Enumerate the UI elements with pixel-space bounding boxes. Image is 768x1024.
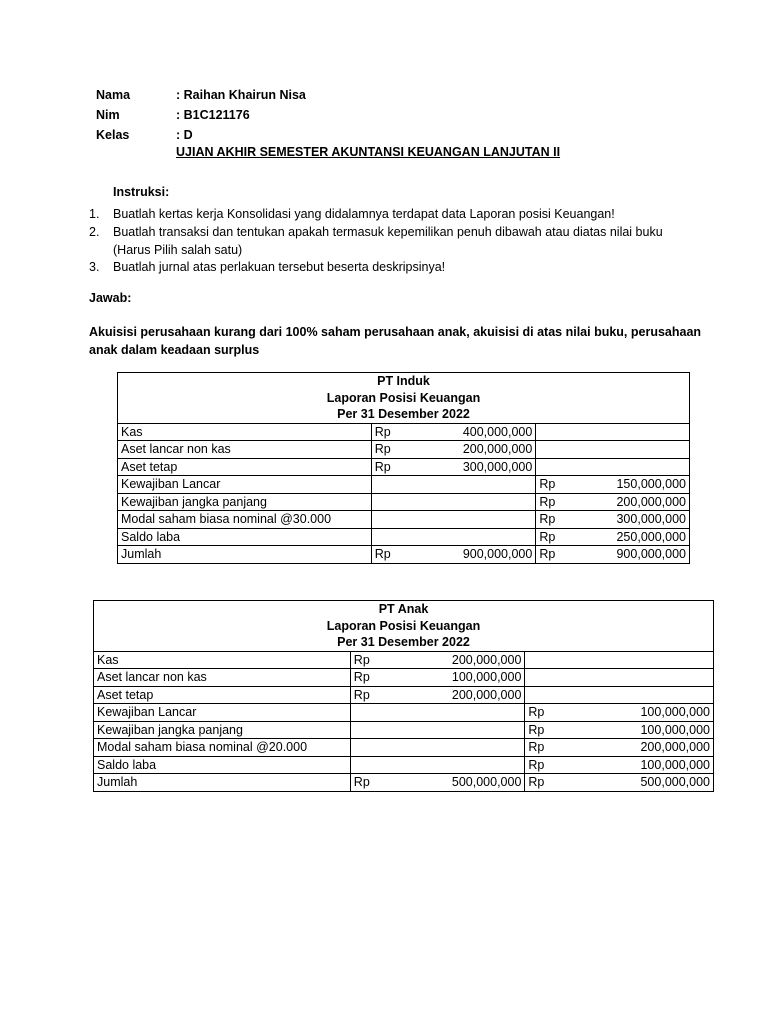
info-kelas xyxy=(96,126,193,144)
debit-amount: 500,000,000 xyxy=(376,774,525,792)
account-label: Kewajiban jangka panjang xyxy=(118,493,372,511)
table-header-row xyxy=(94,634,714,651)
credit-currency: Rp xyxy=(536,476,562,494)
credit-amount: 200,000,000 xyxy=(551,739,714,757)
debit-currency xyxy=(371,493,397,511)
credit-currency xyxy=(525,651,551,669)
debit-currency: Rp xyxy=(371,458,397,476)
table-header-row xyxy=(118,390,690,407)
debit-amount xyxy=(397,528,536,546)
debit-currency xyxy=(350,704,376,722)
table-header-cell: Per 31 Desember 2022 xyxy=(118,406,690,423)
account-label: Kewajiban Lancar xyxy=(118,476,372,494)
instruction-number: 2. xyxy=(89,225,100,239)
credit-currency: Rp xyxy=(525,721,551,739)
instructions-title: Instruksi: xyxy=(113,185,170,199)
table-header-cell: Per 31 Desember 2022 xyxy=(94,634,714,651)
instruction-number: 3. xyxy=(89,260,100,274)
credit-currency xyxy=(536,458,562,476)
table-row xyxy=(118,476,690,494)
instruction-text: Buatlah transaksi dan tentukan apakah termasuk kepemilikan penuh dibawah atau diatas nilai buku (Harus Pilih salah satu) xyxy=(113,225,663,257)
table-row xyxy=(118,441,690,459)
credit-currency: Rp xyxy=(525,704,551,722)
nim-value: : B1C121176 xyxy=(176,108,250,122)
table-row xyxy=(94,686,714,704)
kelas-label: Kelas xyxy=(96,128,130,142)
debit-currency: Rp xyxy=(371,546,397,564)
credit-amount: 300,000,000 xyxy=(562,511,690,529)
table-row xyxy=(94,704,714,722)
credit-amount: 150,000,000 xyxy=(562,476,690,494)
account-label: Saldo laba xyxy=(118,528,372,546)
table-row xyxy=(118,493,690,511)
debit-amount xyxy=(376,721,525,739)
credit-currency xyxy=(525,686,551,704)
debit-currency xyxy=(350,739,376,757)
debit-currency xyxy=(371,528,397,546)
info-nim xyxy=(96,106,250,124)
nama-value: : Raihan Khairun Nisa xyxy=(176,88,306,102)
pt-anak-table xyxy=(93,600,714,792)
table-row xyxy=(118,458,690,476)
credit-amount: 200,000,000 xyxy=(562,493,690,511)
table-row xyxy=(118,546,690,564)
table-row xyxy=(94,721,714,739)
debit-currency xyxy=(350,721,376,739)
credit-currency: Rp xyxy=(536,493,562,511)
nim-label: Nim xyxy=(96,108,120,122)
credit-amount xyxy=(551,669,714,687)
instruction-text: Buatlah kertas kerja Konsolidasi yang didalamnya terdapat data Laporan posisi Keuangan! xyxy=(113,207,615,221)
kelas-value: : D xyxy=(176,128,193,142)
table-row xyxy=(118,511,690,529)
account-label: Saldo laba xyxy=(94,756,351,774)
debit-currency: Rp xyxy=(371,441,397,459)
debit-currency xyxy=(371,476,397,494)
debit-currency xyxy=(371,511,397,529)
account-label: Modal saham biasa nominal @20.000 xyxy=(94,739,351,757)
credit-currency xyxy=(536,423,562,441)
account-label: Aset lancar non kas xyxy=(118,441,372,459)
instruction-text: Buatlah jurnal atas perlakuan tersebut beserta deskripsinya! xyxy=(113,260,446,274)
exam-title: UJIAN AKHIR SEMESTER AKUNTANSI KEUANGAN LANJUTAN II xyxy=(176,145,561,159)
table-row xyxy=(118,528,690,546)
nama-label: Nama xyxy=(96,88,131,102)
account-label: Aset lancar non kas xyxy=(94,669,351,687)
debit-amount: 200,000,000 xyxy=(376,651,525,669)
credit-currency xyxy=(536,441,562,459)
debit-currency: Rp xyxy=(350,669,376,687)
credit-currency: Rp xyxy=(525,774,551,792)
debit-amount xyxy=(376,704,525,722)
instruction-number: 1. xyxy=(89,207,100,221)
info-nama xyxy=(96,86,306,104)
debit-amount xyxy=(397,511,536,529)
account-label: Aset tetap xyxy=(94,686,351,704)
jawab-label: Jawab: xyxy=(89,291,132,305)
debit-currency: Rp xyxy=(350,774,376,792)
debit-amount: 200,000,000 xyxy=(397,441,536,459)
credit-currency: Rp xyxy=(536,528,562,546)
table-row xyxy=(94,756,714,774)
table-header-row xyxy=(94,601,714,618)
account-label: Modal saham biasa nominal @30.000 xyxy=(118,511,372,529)
table-row xyxy=(94,774,714,792)
table-header-row xyxy=(94,618,714,635)
account-label: Jumlah xyxy=(118,546,372,564)
credit-amount xyxy=(551,686,714,704)
answer-statement: Akuisisi perusahaan kurang dari 100% saham perusahaan anak, akuisisi di atas nilai buku, perusahaan anak dalam keadaan surplus xyxy=(89,325,702,357)
credit-currency: Rp xyxy=(525,739,551,757)
table-row xyxy=(118,423,690,441)
credit-currency: Rp xyxy=(525,756,551,774)
debit-currency: Rp xyxy=(350,686,376,704)
credit-amount: 100,000,000 xyxy=(551,704,714,722)
table-row xyxy=(94,651,714,669)
debit-amount xyxy=(397,476,536,494)
debit-currency xyxy=(350,756,376,774)
table-header-cell: Laporan Posisi Keuangan xyxy=(94,618,714,635)
debit-amount: 200,000,000 xyxy=(376,686,525,704)
credit-amount xyxy=(562,423,690,441)
credit-amount: 100,000,000 xyxy=(551,721,714,739)
table-header-cell: Laporan Posisi Keuangan xyxy=(118,390,690,407)
account-label: Kas xyxy=(118,423,372,441)
account-label: Kewajiban Lancar xyxy=(94,704,351,722)
account-label: Aset tetap xyxy=(118,458,372,476)
credit-currency: Rp xyxy=(536,546,562,564)
debit-amount xyxy=(397,493,536,511)
account-label: Kas xyxy=(94,651,351,669)
debit-amount: 400,000,000 xyxy=(397,423,536,441)
debit-amount xyxy=(376,739,525,757)
account-label: Jumlah xyxy=(94,774,351,792)
table-row xyxy=(94,669,714,687)
debit-currency: Rp xyxy=(371,423,397,441)
credit-currency xyxy=(525,669,551,687)
credit-currency: Rp xyxy=(536,511,562,529)
debit-amount: 100,000,000 xyxy=(376,669,525,687)
table-header-cell: PT Induk xyxy=(118,373,690,390)
credit-amount xyxy=(562,458,690,476)
debit-amount: 300,000,000 xyxy=(397,458,536,476)
pt-induk-table xyxy=(117,372,690,564)
credit-amount: 900,000,000 xyxy=(562,546,690,564)
debit-amount: 900,000,000 xyxy=(397,546,536,564)
credit-amount: 500,000,000 xyxy=(551,774,714,792)
debit-currency: Rp xyxy=(350,651,376,669)
credit-amount xyxy=(551,651,714,669)
table-row xyxy=(94,739,714,757)
table-header-cell: PT Anak xyxy=(94,601,714,618)
account-label: Kewajiban jangka panjang xyxy=(94,721,351,739)
debit-amount xyxy=(376,756,525,774)
table-header-row xyxy=(118,406,690,423)
credit-amount: 250,000,000 xyxy=(562,528,690,546)
credit-amount xyxy=(562,441,690,459)
table-header-row xyxy=(118,373,690,390)
credit-amount: 100,000,000 xyxy=(551,756,714,774)
